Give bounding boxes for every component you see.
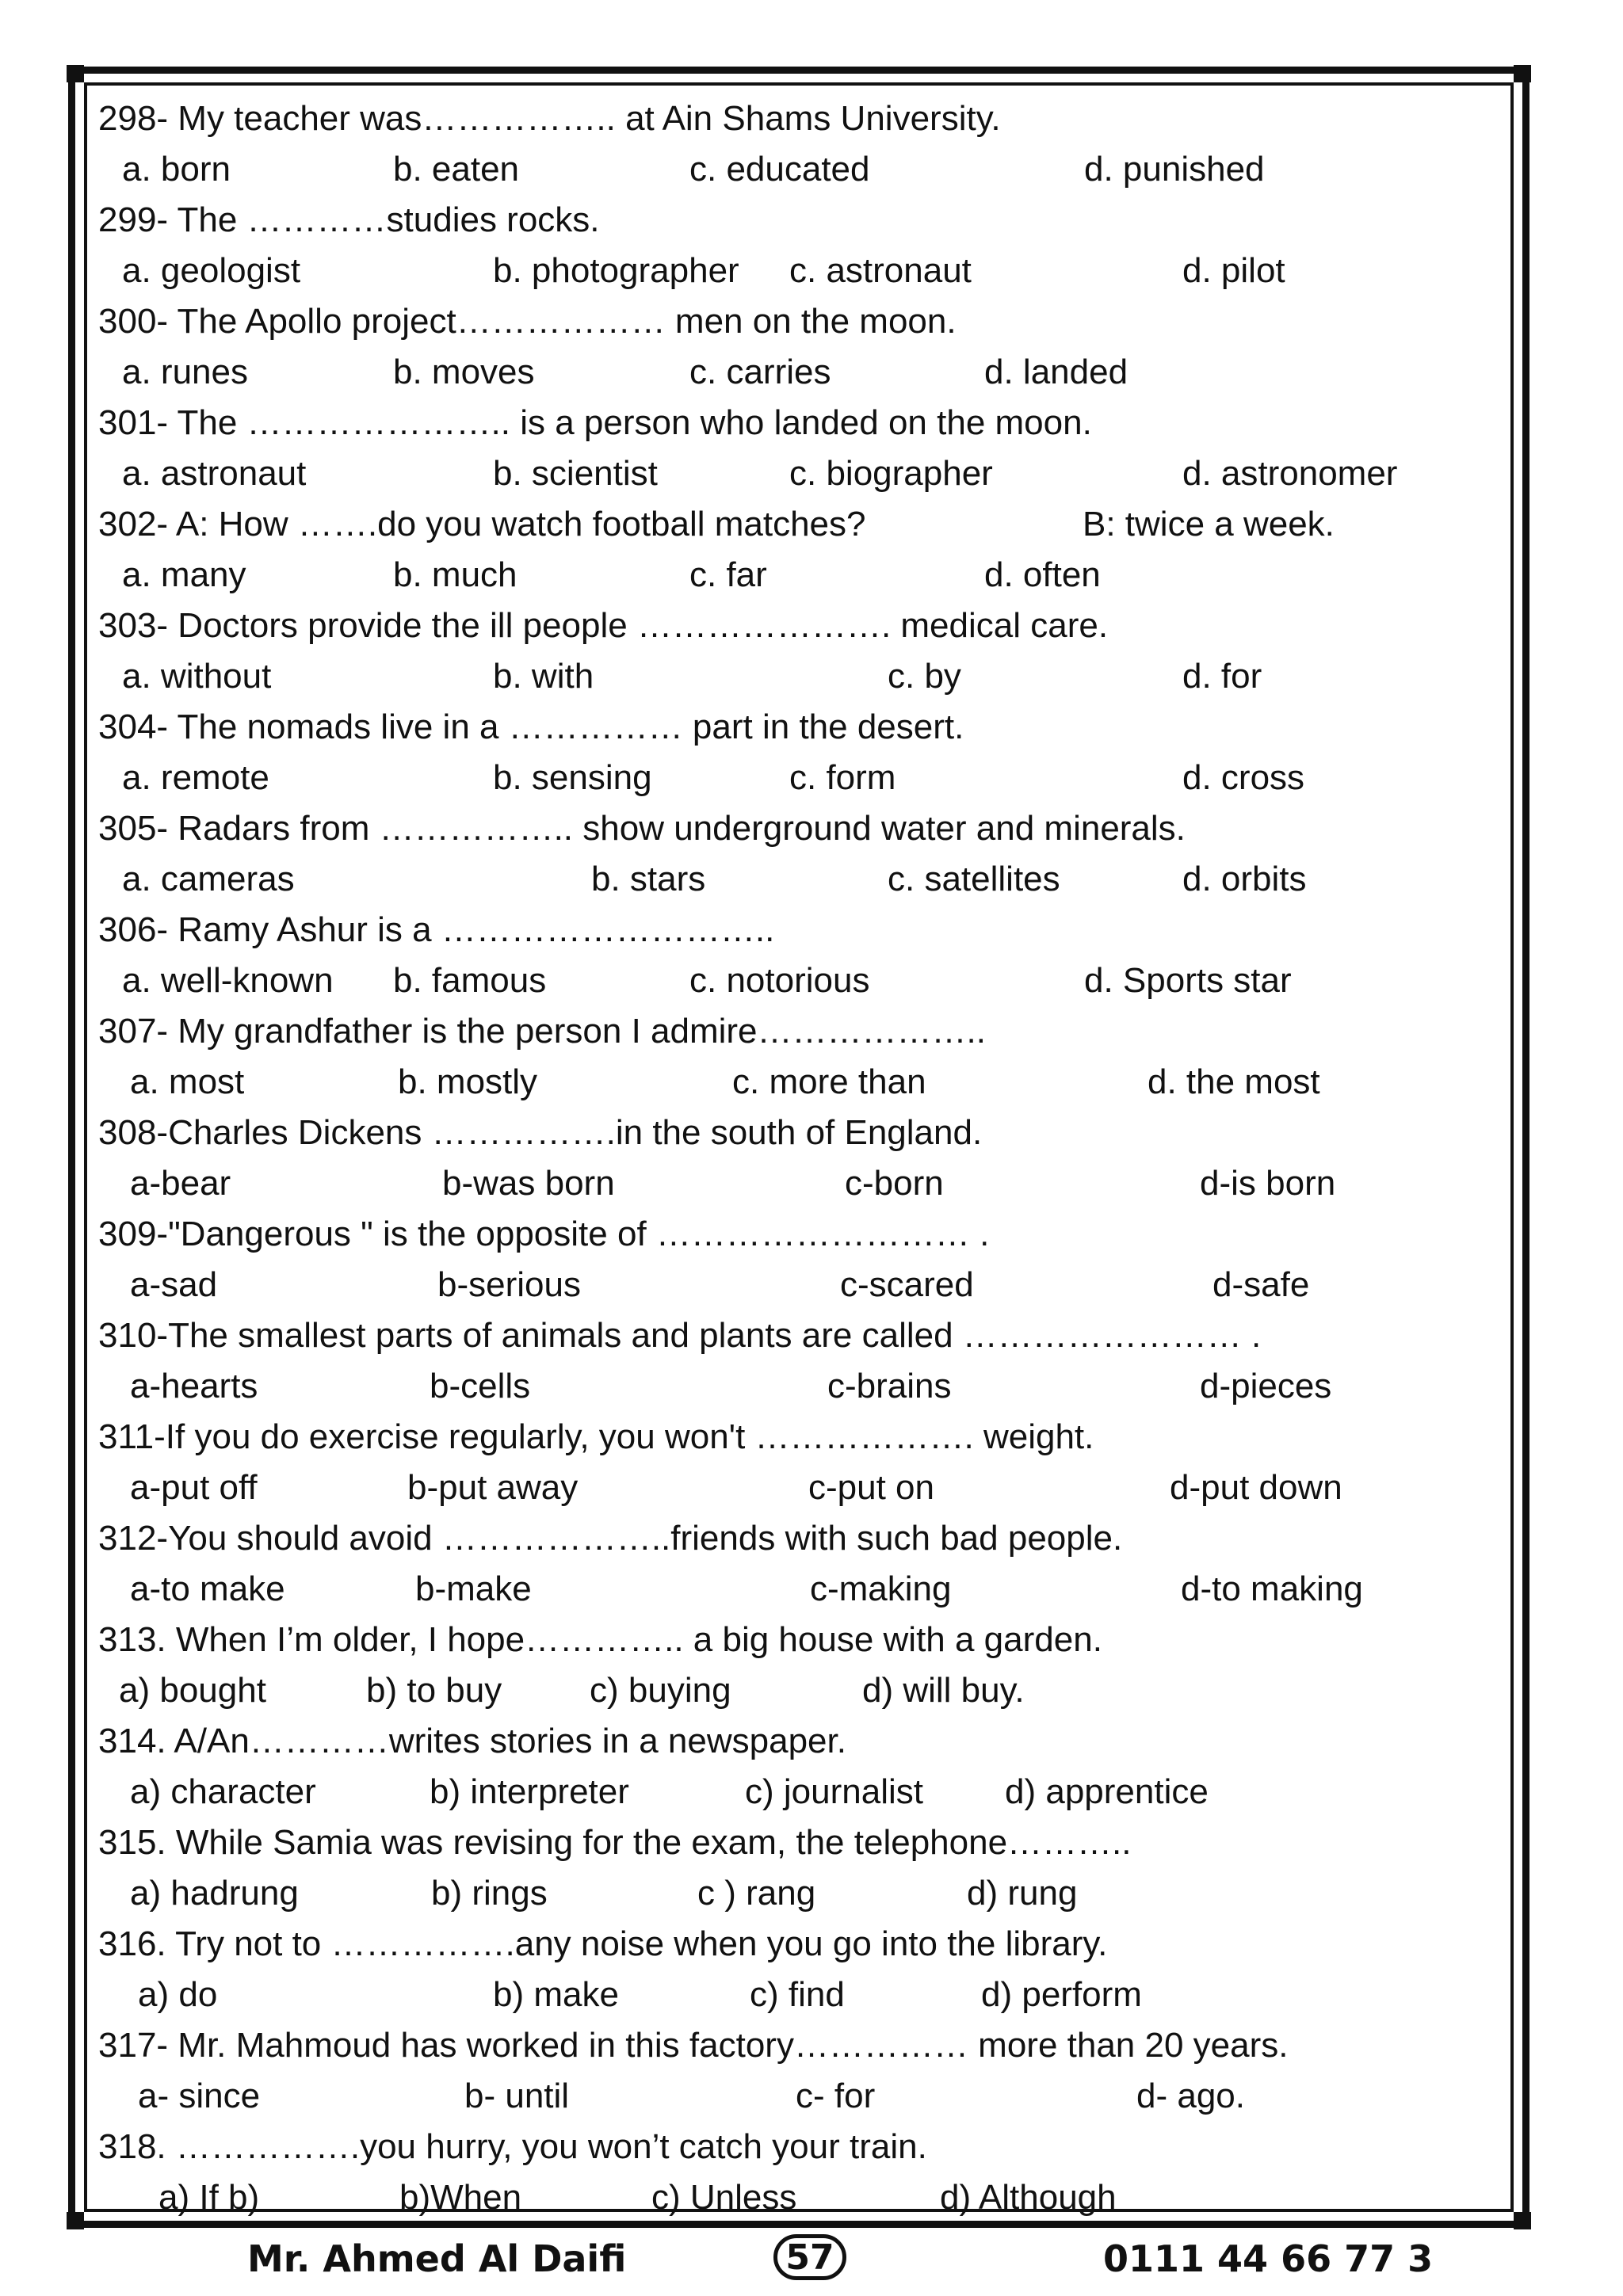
answer-option: d. pilot xyxy=(1182,251,1285,290)
answer-option: d) rung xyxy=(967,1874,1078,1913)
question-stem xyxy=(98,803,1501,854)
answer-option: a-bear xyxy=(130,1164,231,1203)
question-stem xyxy=(98,1817,1501,1868)
answer-option: c. carries xyxy=(689,353,831,391)
answer-option: d. the most xyxy=(1148,1062,1320,1101)
answer-option: d-safe xyxy=(1212,1265,1310,1304)
answer-option: d- ago. xyxy=(1136,2077,1245,2115)
answer-option: a. well-known xyxy=(122,961,334,1000)
answer-option: b. sensing xyxy=(493,758,652,797)
options-row xyxy=(98,2071,1501,2122)
question-text: 310-The smallest parts of animals and plants are called …………………… . xyxy=(98,1316,1262,1355)
answer-option: c. satellites xyxy=(888,860,1060,898)
answer-option: a. cameras xyxy=(122,860,295,898)
answer-option: b-cells xyxy=(430,1367,531,1405)
question-stem xyxy=(98,1006,1501,1057)
answer-option: c-scared xyxy=(840,1265,974,1304)
answer-option: d) will buy. xyxy=(862,1671,1025,1710)
answer-option: a) do xyxy=(138,1975,218,2014)
answer-option: a) bought xyxy=(119,1671,266,1710)
question-stem xyxy=(98,1716,1501,1767)
options-row xyxy=(98,347,1501,398)
answer-option: c. far xyxy=(689,555,767,594)
question-text: 316. Try not to …………….any noise when you go into the library. xyxy=(98,1924,1108,1963)
frame-corner-top-left xyxy=(67,65,84,82)
question-text: 302- A: How …….do you watch football matches? xyxy=(98,505,866,543)
answer-option: c) find xyxy=(750,1975,845,2014)
question-stem xyxy=(98,601,1501,651)
question-text: 298- My teacher was…………….. at Ain Shams University. xyxy=(98,99,1001,138)
question-text: 304- The nomads live in a …………… part in the desert. xyxy=(98,707,964,746)
options-row xyxy=(98,854,1501,905)
question-text: 311-If you do exercise regularly, you won't ………………. weight. xyxy=(98,1417,1094,1456)
answer-option: d) perform xyxy=(981,1975,1142,2014)
answer-option: d-to making xyxy=(1181,1569,1363,1608)
question-stem xyxy=(98,1108,1501,1158)
answer-option: b) rings xyxy=(431,1874,548,1913)
question-stem xyxy=(98,1209,1501,1260)
answer-option: d-pieces xyxy=(1200,1367,1332,1405)
answer-option: c-put on xyxy=(808,1468,934,1507)
frame-corner-bottom-right xyxy=(1514,2212,1531,2229)
answer-option: d. orbits xyxy=(1182,860,1307,898)
answer-option: a. runes xyxy=(122,353,248,391)
options-row xyxy=(98,246,1501,296)
question-stem xyxy=(98,195,1501,246)
answer-option: b. with xyxy=(493,657,594,696)
question-text: 300- The Apollo project……………… men on the moon. xyxy=(98,302,957,341)
question-stem xyxy=(98,1615,1501,1665)
answer-option: a) character xyxy=(130,1772,316,1811)
answer-option: a. geologist xyxy=(122,251,301,290)
page-number-badge: 57 xyxy=(773,2234,846,2280)
answer-option: b-serious xyxy=(437,1265,581,1304)
options-row xyxy=(98,1158,1501,1209)
options-row xyxy=(98,448,1501,499)
answer-option: b. moves xyxy=(393,353,535,391)
answer-option: b. photographer xyxy=(493,251,739,290)
answer-option: d. punished xyxy=(1084,150,1265,189)
answer-option: a. many xyxy=(122,555,246,594)
answer-option: a-put off xyxy=(130,1468,258,1507)
question-stem xyxy=(98,296,1501,347)
question-stem xyxy=(98,2122,1501,2172)
answer-option: a-hearts xyxy=(130,1367,258,1405)
answer-option: d. Sports star xyxy=(1084,961,1292,1000)
answer-option: c- for xyxy=(796,2077,876,2115)
answer-option: c. form xyxy=(789,758,896,797)
options-row xyxy=(98,1970,1501,2020)
question-text: 318. …………….you hurry, you won’t catch your train. xyxy=(98,2127,927,2166)
options-row xyxy=(98,550,1501,601)
answer-option: b) make xyxy=(493,1975,619,2014)
frame-corner-top-right xyxy=(1514,65,1531,82)
answer-option: a. without xyxy=(122,657,272,696)
answer-option: d-put down xyxy=(1170,1468,1342,1507)
answer-option: b. eaten xyxy=(393,150,520,189)
options-row xyxy=(98,2172,1501,2223)
question-text: 306- Ramy Ashur is a ……………………….. xyxy=(98,910,775,949)
answer-option: c. notorious xyxy=(689,961,870,1000)
answer-option: a. remote xyxy=(122,758,269,797)
answer-option: a. most xyxy=(130,1062,245,1101)
answer-option: c) Unless xyxy=(651,2178,797,2217)
answer-option: c) journalist xyxy=(745,1772,923,1811)
answer-option: d. landed xyxy=(984,353,1128,391)
options-row xyxy=(98,1564,1501,1615)
answer-option: a-sad xyxy=(130,1265,218,1304)
answer-option: b)When xyxy=(399,2178,522,2217)
answer-option: d. often xyxy=(984,555,1101,594)
answer-option: c ) rang xyxy=(697,1874,816,1913)
answer-option: b) interpreter xyxy=(430,1772,629,1811)
question-text: 307- My grandfather is the person I admire……………….. xyxy=(98,1012,986,1051)
answer-option: c-brains xyxy=(827,1367,952,1405)
question-answer-hint: B: twice a week. xyxy=(1083,505,1335,543)
answer-option: b-was born xyxy=(442,1164,615,1203)
answer-option: c. more than xyxy=(732,1062,926,1101)
options-row xyxy=(98,144,1501,195)
question-stem xyxy=(98,905,1501,955)
answer-option: c. by xyxy=(888,657,961,696)
answer-option: b- until xyxy=(464,2077,570,2115)
frame-corner-bottom-left xyxy=(67,2212,84,2229)
answer-option: d-is born xyxy=(1200,1164,1336,1203)
options-row xyxy=(98,1868,1501,1919)
question-stem xyxy=(98,93,1501,144)
question-text: 309-"Dangerous " is the opposite of ……………………… . xyxy=(98,1215,990,1253)
answer-option: b-make xyxy=(415,1569,532,1608)
answer-option: a. astronaut xyxy=(122,454,307,493)
answer-option: d. for xyxy=(1182,657,1262,696)
footer-phone: 0111 44 66 77 3 xyxy=(1103,2237,1434,2280)
question-text: 308-Charles Dickens …………….in the south of England. xyxy=(98,1113,983,1152)
answer-option: a) hadrung xyxy=(130,1874,299,1913)
answer-option: b-put away xyxy=(407,1468,579,1507)
question-stem xyxy=(98,1513,1501,1564)
answer-option: c-born xyxy=(845,1164,944,1203)
answer-option: d) Although xyxy=(940,2178,1117,2217)
answer-option: a- since xyxy=(138,2077,261,2115)
answer-option: d. astronomer xyxy=(1182,454,1398,493)
question-stem xyxy=(98,1310,1501,1361)
answer-option: c. biographer xyxy=(789,454,993,493)
options-row xyxy=(98,1665,1501,1716)
answer-option: b. famous xyxy=(393,961,547,1000)
page-footer xyxy=(0,2234,1623,2282)
options-row xyxy=(98,651,1501,702)
question-stem xyxy=(98,2020,1501,2071)
question-stem xyxy=(98,1412,1501,1463)
question-text: 305- Radars from …………….. show underground water and minerals. xyxy=(98,809,1186,848)
answer-option: a. born xyxy=(122,150,231,189)
answer-option: b. stars xyxy=(591,860,706,898)
options-row xyxy=(98,1260,1501,1310)
answer-option: c. educated xyxy=(689,150,870,189)
answer-option: c-making xyxy=(810,1569,952,1608)
question-text: 317- Mr. Mahmoud has worked in this factory…………… more than 20 years. xyxy=(98,2026,1289,2065)
question-text: 312-You should avoid ………………..friends with such bad people. xyxy=(98,1519,1123,1558)
options-row xyxy=(98,1057,1501,1108)
question-text: 313. When I’m older, I hope………….. a big house with a garden. xyxy=(98,1620,1102,1659)
answer-option: d. cross xyxy=(1182,758,1305,797)
answer-option: b. much xyxy=(393,555,517,594)
answer-option: a-to make xyxy=(130,1569,285,1608)
footer-author: Mr. Ahmed Al Daifi xyxy=(247,2237,627,2280)
answer-option: c. astronaut xyxy=(789,251,972,290)
question-text: 301- The ………………….. is a person who landed on the moon. xyxy=(98,403,1092,442)
options-row xyxy=(98,1361,1501,1412)
answer-option: b. scientist xyxy=(493,454,658,493)
question-list xyxy=(98,93,1501,2223)
options-row xyxy=(98,955,1501,1006)
question-stem xyxy=(98,499,1501,550)
question-stem xyxy=(98,702,1501,753)
answer-option: d) apprentice xyxy=(1005,1772,1209,1811)
answer-option: a) If b) xyxy=(158,2178,260,2217)
question-text: 303- Doctors provide the ill people …………………. medical care. xyxy=(98,606,1109,645)
answer-option: c) buying xyxy=(590,1671,731,1710)
question-text: 299- The …………studies rocks. xyxy=(98,200,600,239)
options-row xyxy=(98,1463,1501,1513)
options-row xyxy=(98,753,1501,803)
answer-option: b) to buy xyxy=(366,1671,502,1710)
question-text: 315. While Samia was revising for the exam, the telephone……….. xyxy=(98,1823,1132,1862)
question-text: 314. A/An…………writes stories in a newspaper. xyxy=(98,1722,846,1760)
answer-option: b. mostly xyxy=(398,1062,538,1101)
question-stem xyxy=(98,398,1501,448)
question-stem xyxy=(98,1919,1501,1970)
options-row xyxy=(98,1767,1501,1817)
